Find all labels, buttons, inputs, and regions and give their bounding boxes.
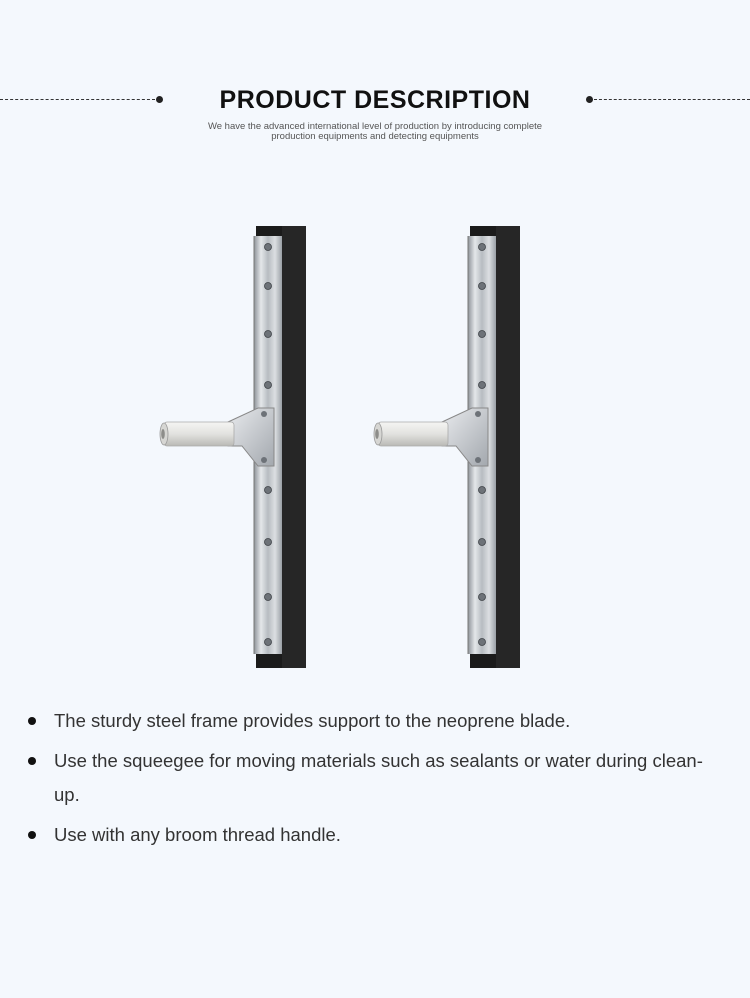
page-title: PRODUCT DESCRIPTION bbox=[219, 86, 531, 114]
feature-text: The sturdy steel frame provides support to the neoprene blade. bbox=[54, 710, 571, 731]
decorative-divider-right bbox=[594, 99, 750, 100]
squeegee-right bbox=[374, 226, 520, 668]
bullet-icon bbox=[28, 831, 36, 839]
section-header bbox=[0, 80, 750, 150]
divider-dot-right bbox=[586, 96, 593, 103]
list-item bbox=[24, 744, 724, 812]
feature-list bbox=[24, 704, 724, 858]
feature-text: Use with any broom thread handle. bbox=[54, 824, 341, 845]
list-item bbox=[24, 818, 724, 852]
list-item bbox=[24, 704, 724, 738]
feature-text: Use the squeegee for moving materials such as sealants or water during clean-up. bbox=[54, 750, 703, 805]
page-subtitle: We have the advanced international level of production by introducing complete production equipments and detecting equipments bbox=[207, 121, 543, 142]
product-photo bbox=[150, 220, 550, 680]
squeegee-left bbox=[160, 226, 306, 668]
bullet-icon bbox=[28, 757, 36, 765]
bullet-icon bbox=[28, 717, 36, 725]
